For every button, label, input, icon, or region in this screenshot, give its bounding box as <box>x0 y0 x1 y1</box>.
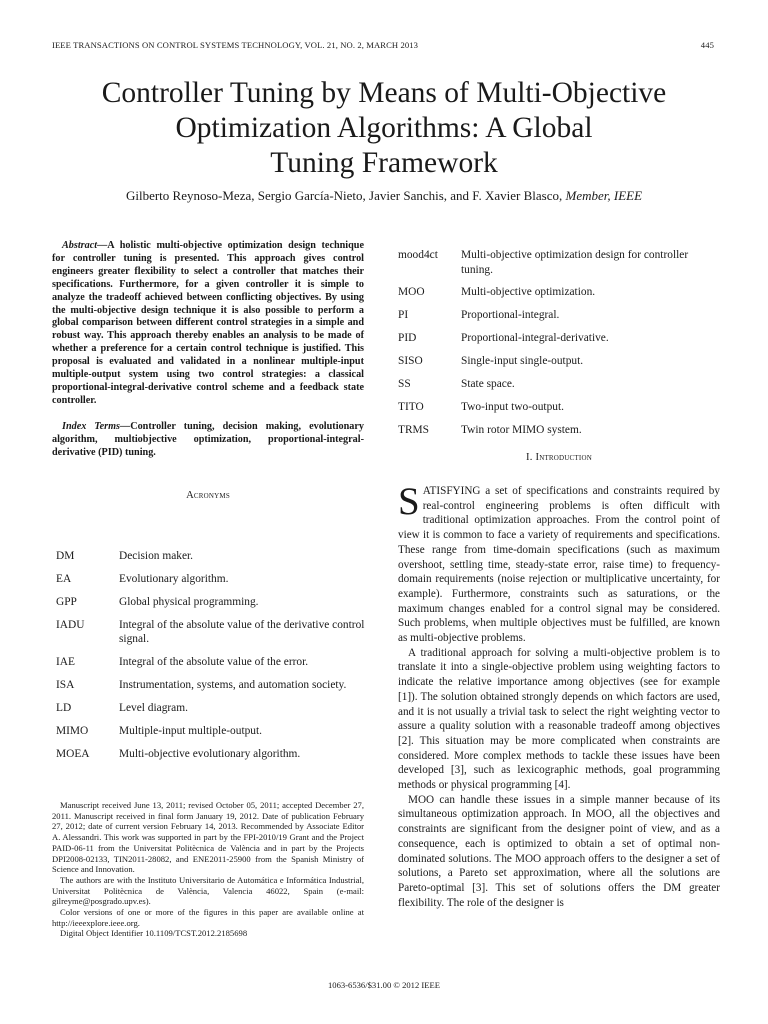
acronym-key: TITO <box>398 400 424 413</box>
acronym-row <box>56 572 368 587</box>
index-terms-label: Index Terms— <box>62 421 131 432</box>
acronym-key: IADU <box>56 618 85 631</box>
acronym-definition: Multiple-input multiple-output. <box>119 724 263 737</box>
title-line: Tuning Framework <box>270 147 498 179</box>
running-header <box>52 40 714 50</box>
acronym-row <box>56 595 368 610</box>
acronym-row <box>398 331 720 346</box>
acronym-key: ISA <box>56 678 75 691</box>
acronym-row <box>398 354 720 369</box>
title-line: Controller Tuning by Means of Multi-Objective <box>101 77 667 109</box>
footnote <box>52 800 364 939</box>
acronym-definition: Single-input single-output. <box>461 355 584 368</box>
acronym-definition: Two-input two-output. <box>461 400 564 413</box>
acronym-definition: Proportional-integral. <box>461 309 560 322</box>
acronym-key: MOO <box>398 286 425 299</box>
acronym-definition: Multi-objective optimization design for controller tuning. <box>461 249 689 276</box>
acronym-key: IAE <box>56 656 75 669</box>
acronym-row <box>398 285 720 300</box>
acronym-definition: Multi-objective optimization. <box>461 286 596 299</box>
acronym-row <box>398 423 720 438</box>
footnote-doi: Digital Object Identifier 10.1109/TCST.2012.2185698 <box>60 928 248 939</box>
acronym-key: TRMS <box>398 423 430 436</box>
page-number: 445 <box>700 40 714 50</box>
acronym-key: GPP <box>56 595 77 608</box>
abstract-label: Abstract— <box>62 240 108 251</box>
index-terms <box>52 421 364 460</box>
acronyms-heading: Acronyms <box>186 490 230 501</box>
acronym-definition: Proportional-integral-derivative. <box>461 332 609 345</box>
acronym-definition: Evolutionary algorithm. <box>119 572 229 585</box>
copyright-footer: 1063-6536/$31.00 © 2012 IEEE <box>327 980 441 990</box>
acronym-row <box>56 678 368 693</box>
intro-paragraph: MOO can handle these issues in a simple manner because of its simultaneous optimization approach. In MOO, all the objectives and constraints are significant from the designer point of view, and as a consequence, each is optimized to obtain a set of optimal non-dominated solutions. The MOO approach offers to the designer a set of solutions, a Pareto set approximation, where all the solutions are Pareto-optimal [3]. This set of solutions offers the DM greater flexibility. The role of the designer is <box>398 793 720 909</box>
section-number: I. <box>526 452 533 463</box>
acronym-key: LD <box>56 701 72 714</box>
abstract-text: A holistic multi-objective optimization design technique for controller tuning is presented. This approach gives control engineers greater flexibility to select a controller that matches their specifications. Furthermore, for a given controller it is simple to analyze the tradeoff achieved between conflicting objectives. By using the multi-objective design technique it is also possible to perform a global comparison between different control strategies in a simple and robust way. This approach thereby enables an analysis to be made of whether a preference for a certain control technique is justified. This proposal is evaluated and validated in a nonlinear multiple-input multiple-output system using two control strategies: a classical proportional-integral-derivative control scheme and a feedback state controller. <box>52 240 364 406</box>
acronym-definition: Multi-objective evolutionary algorithm. <box>119 747 301 760</box>
acronym-key: EA <box>56 572 72 585</box>
footnote-affiliation: The authors are with the Instituto Universitario de Automática e Informática Industrial, Universitat Politècnica de València, Valencia 46022, Spain (e-mail: gilreyme@posgrado.upv.es). <box>52 874 364 907</box>
acronym-list-left <box>56 549 368 770</box>
paper-title <box>40 76 728 181</box>
intro-paragraph: A traditional approach for solving a multi-objective problem is to translate it into a single-objective problem using weighting factors to indicate the relative importance among objectives (see for example [1]). The solution obtained strongly depends on which factors are used, and it is not usually a trivial task to select the right weighting vector to assure a quality solution with a reasonable tradeoff among objectives [2]. This situation may be more complicated when constraints are considered. More complex methods to tackle these issues have been developed [3], such as lexicographic methods, goal programming methods or physical programming [4]. <box>398 646 720 792</box>
acronym-definition: Integral of the absolute value of the error. <box>119 656 309 669</box>
acronym-definition: Integral of the absolute value of the derivative control signal. <box>119 618 365 646</box>
acronym-row <box>398 377 720 392</box>
acronym-row <box>56 655 368 670</box>
section-heading-introduction <box>398 452 720 463</box>
index-terms-text: Controller tuning, decision making, evolutionary algorithm, multiobjective optimization, proportional-integral-derivative (PID) tuning. <box>52 421 364 458</box>
acronym-row <box>56 724 368 739</box>
acronym-key: PI <box>398 309 409 322</box>
acronym-list-right <box>398 248 720 446</box>
author-membership: Member, IEEE <box>565 188 643 203</box>
section-title: Introduction <box>535 452 592 463</box>
acronym-key: DM <box>56 550 75 562</box>
footnote-manuscript: Manuscript received June 13, 2011; revised October 05, 2011; accepted December 27, 2011. Manuscript received in final form January 19, 2012. Date of publication February 27, 2012; date of current version February 14, 2013. Recommended by Associate Editor A. Alessandri. This work was supported in part by the FPI-2010/19 Grant and the Project PAID-06-11 from the Universitat Politècnica de València and in part by the Projects DPI2008-02133, TIN2011-28082, and ENE2011-25900 from the Spanish Ministry of Science and Innovation. <box>52 800 364 875</box>
acronym-key: SS <box>398 377 411 390</box>
introduction-body <box>398 480 720 910</box>
acronym-row <box>56 747 368 762</box>
acronym-row <box>398 308 720 323</box>
acronym-key: SISO <box>398 355 423 368</box>
abstract <box>52 240 364 408</box>
journal-name: IEEE TRANSACTIONS ON CONTROL SYSTEMS TECHNOLOGY, VOL. 21, NO. 2, MARCH 2013 <box>52 40 419 50</box>
acronym-row <box>56 701 368 716</box>
author-list <box>40 188 728 204</box>
intro-text: a set of specifications and constraints required by real-control engineering problems is often difficult with traditional optimization approaches. From the control point of view it is common to face a variety of requirements and specifications. These range from time-domain specifications (such as maximum overshoot, settling time, steady-state error, raise time) to frequency-domain requirements (noise rejection or multiplicative uncertainty, for example). Furthermore, constraints such as saturations, or the maximum changes enabled for a control signal may be considered. Such problems, when multiple objectives must be fulfilled, are known as multi-objective problems. <box>398 485 720 645</box>
acronym-definition: Global physical programming. <box>119 595 259 608</box>
acronym-key: MIMO <box>56 724 89 737</box>
acronym-definition: Instrumentation, systems, and automation society. <box>119 678 347 691</box>
acronym-row <box>398 248 720 277</box>
acronym-row <box>56 618 368 647</box>
drop-cap: S <box>398 480 420 523</box>
acronym-definition: Twin rotor MIMO system. <box>461 423 582 436</box>
acronym-key: MOEA <box>56 747 90 760</box>
acronym-definition: State space. <box>461 377 515 390</box>
acronym-row <box>56 549 368 564</box>
intro-paragraph <box>398 480 720 646</box>
title-line: Optimization Algorithms: A Global <box>175 112 593 144</box>
acronym-row <box>398 400 720 415</box>
intro-caps: ATISFYING <box>422 485 481 497</box>
footnote-color-versions: Color versions of one or more of the figures in this paper are available online at http://ieeexplore.ieee.org. <box>52 907 364 928</box>
acronym-definition: Level diagram. <box>119 701 188 714</box>
acronym-key: mood4ct <box>398 249 438 261</box>
acronym-definition: Decision maker. <box>119 550 194 562</box>
acronym-key: PID <box>398 332 417 345</box>
author-names: Gilberto Reynoso-Meza, Sergio García-Nieto, Javier Sanchis, and F. Xavier Blasco, <box>125 188 563 203</box>
